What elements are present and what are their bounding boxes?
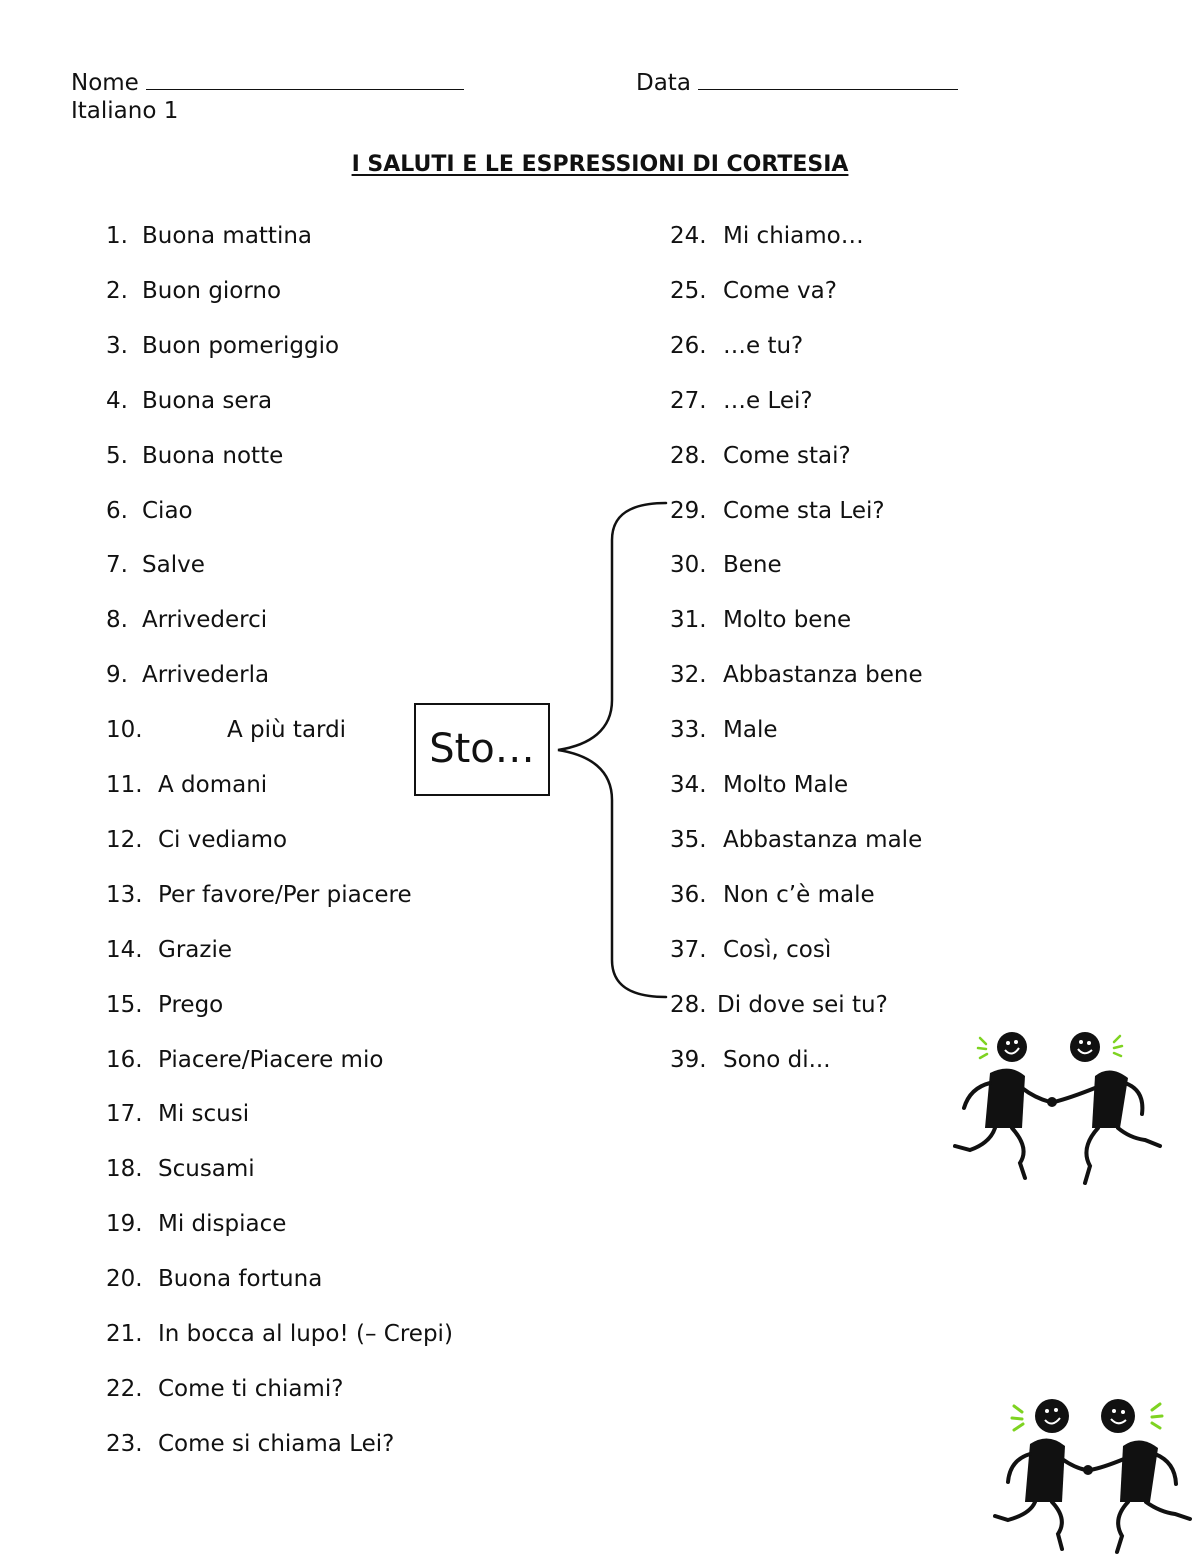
list-item-number: 18. xyxy=(106,1156,143,1183)
list-item-text: Mi chiamo… xyxy=(723,223,864,249)
list-item-number: 39. xyxy=(670,1046,707,1073)
list-item-text: Prego xyxy=(158,991,224,1018)
list-item-text: Arrivederci xyxy=(142,607,268,634)
list-item-text: A più tardi xyxy=(227,717,347,744)
date-label: Data xyxy=(636,70,691,96)
list-item-number: 27. xyxy=(670,387,707,414)
list-item-number: 17. xyxy=(106,1101,143,1128)
list-item-text: Mi scusi xyxy=(158,1101,250,1128)
list-item-text: Sono di... xyxy=(723,1046,831,1073)
list-item-number: 5. xyxy=(106,442,128,469)
list-item-number: 2. xyxy=(106,277,128,304)
list-item-number: 35. xyxy=(670,826,707,853)
list-item-number: 31. xyxy=(670,607,707,634)
list-item-number: 3. xyxy=(106,332,128,359)
list-item-number: 19. xyxy=(106,1211,143,1238)
list-item-number: 4. xyxy=(106,387,128,414)
list-item-number: 23. xyxy=(106,1430,143,1457)
list-item-number: 16. xyxy=(106,1046,143,1073)
list-item-number: 1. xyxy=(106,223,128,249)
list-item-text: Buona fortuna xyxy=(158,1266,323,1293)
list-item-number: 22. xyxy=(106,1375,143,1402)
list-item-number: 9. xyxy=(106,662,128,689)
list-item-text: Mi dispiace xyxy=(158,1211,287,1238)
list-item-number: 14. xyxy=(106,936,143,963)
list-item-text: Molto Male xyxy=(723,772,849,798)
list-item-text: Per favore/Per piacere xyxy=(158,881,412,908)
list-item-text: Ci vediamo xyxy=(158,826,288,853)
list-item-number: 8. xyxy=(106,607,128,634)
class-label: Italiano 1 xyxy=(71,98,179,124)
list-item-number: 7. xyxy=(106,552,128,579)
list-item-number: 28. xyxy=(670,442,707,469)
list-item-number: 11. xyxy=(106,772,143,798)
list-item-number: 13. xyxy=(106,881,143,908)
list-item-number: 21. xyxy=(106,1321,143,1347)
list-item-number: 24. xyxy=(670,223,707,249)
sto-box: Sto… xyxy=(414,703,550,796)
list-item-number: 29. xyxy=(670,497,707,524)
list-item-number: 12. xyxy=(106,826,143,853)
list-item-number: 15. xyxy=(106,991,143,1018)
list-item-number: 36. xyxy=(670,881,707,908)
list-item-number: 6. xyxy=(106,497,128,524)
list-item-text: Come stai? xyxy=(723,442,851,469)
list-item-text: Bene xyxy=(723,552,782,579)
list-item-text: Come sta Lei? xyxy=(723,497,885,524)
list-item-text: Come ti chiami? xyxy=(158,1375,344,1402)
list-item-text: Come si chiama Lei? xyxy=(158,1430,395,1457)
dancing-figures-icon xyxy=(950,1028,1165,1188)
list-item-text: …e tu? xyxy=(723,332,804,359)
list-item-text: Di dove sei tu? xyxy=(717,991,888,1018)
list-item-number: 32. xyxy=(670,662,707,689)
list-item-text: A domani xyxy=(158,772,268,798)
list-item-text: Buona mattina xyxy=(142,223,313,249)
list-item-text: Scusami xyxy=(158,1156,255,1183)
list-item-text: Piacere/Piacere mio xyxy=(158,1046,384,1073)
name-label: Nome xyxy=(71,70,139,96)
list-item-text: …e Lei? xyxy=(723,387,813,414)
list-item-text: Non c’è male xyxy=(723,881,875,908)
list-item-text: Ciao xyxy=(142,497,193,524)
list-item-number: 37. xyxy=(670,936,707,963)
list-item-text: Buon giorno xyxy=(142,277,282,304)
list-item-number: 28. xyxy=(670,991,707,1018)
list-item-number: 30. xyxy=(670,552,707,579)
list-item-number: 26. xyxy=(670,332,707,359)
list-item-number: 33. xyxy=(670,717,707,744)
list-item-number: 10. xyxy=(106,717,143,744)
list-item-text: Salve xyxy=(142,552,205,579)
list-item-text: Buon pomeriggio xyxy=(142,332,340,359)
list-item-text: In bocca al lupo! (– Crepi) xyxy=(158,1321,453,1347)
list-item-text: Molto bene xyxy=(723,607,852,634)
list-item-text: Arrivederla xyxy=(142,662,270,689)
list-item-number: 20. xyxy=(106,1266,143,1293)
list-item-text: Grazie xyxy=(158,936,232,963)
list-item-text: Abbastanza male xyxy=(723,826,923,853)
list-item-number: 25. xyxy=(670,277,707,304)
list-item-text: Buona sera xyxy=(142,387,273,414)
dancing-figures-icon xyxy=(990,1394,1195,1554)
page-title: I SALUTI E LE ESPRESSIONI DI CORTESIA xyxy=(351,152,849,177)
list-item-text: Male xyxy=(723,717,778,744)
list-item-text: Così, così xyxy=(723,936,832,963)
list-item-text: Come va? xyxy=(723,277,837,304)
list-item-text: Abbastanza bene xyxy=(723,662,923,689)
list-item-text: Buona notte xyxy=(142,442,284,469)
list-item-number: 34. xyxy=(670,772,707,798)
